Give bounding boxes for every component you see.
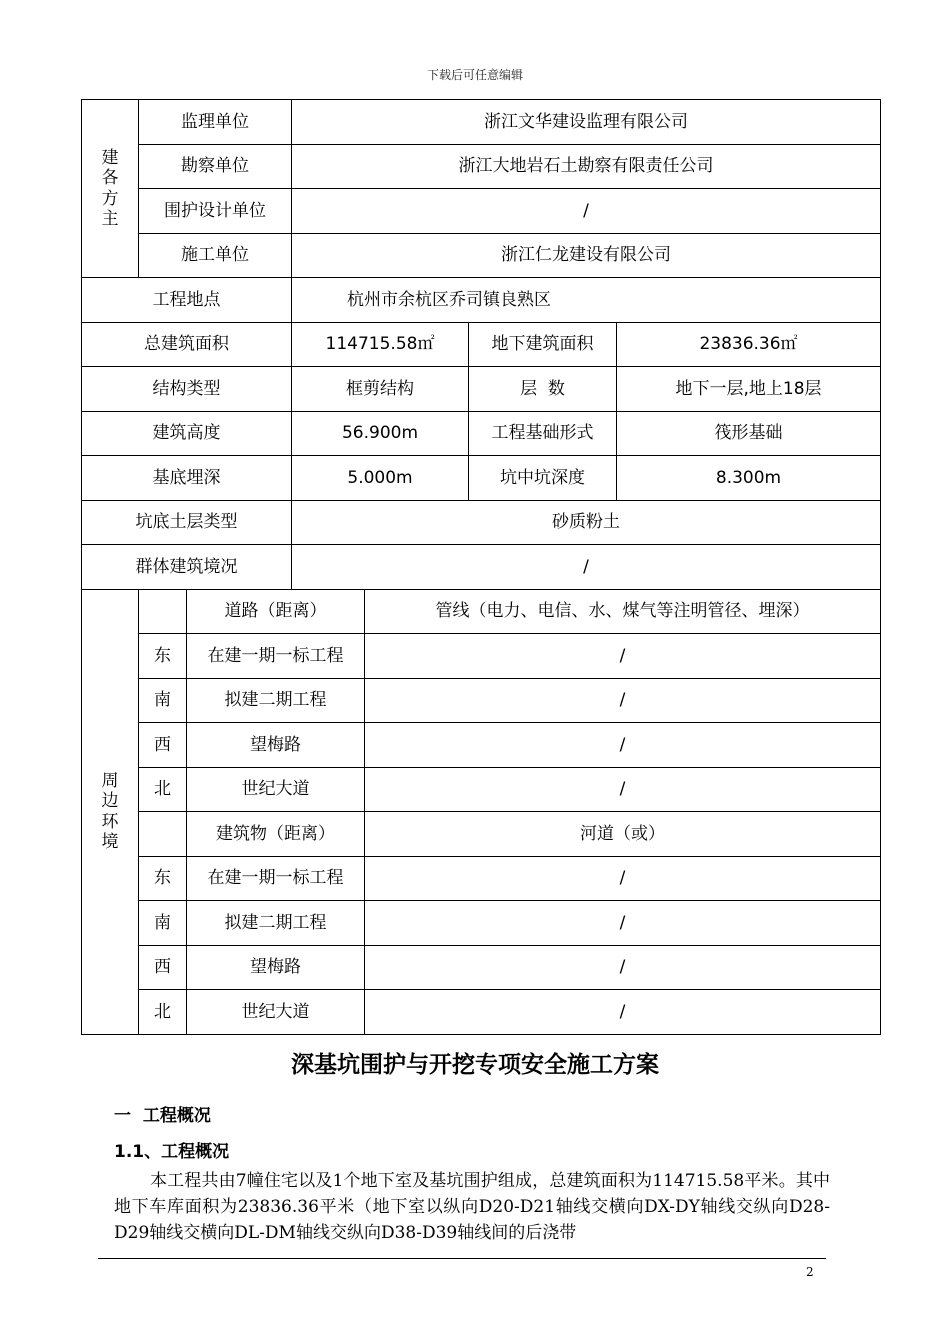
design-label: 围护设计单位 <box>139 189 292 234</box>
road-header-dir <box>139 589 187 634</box>
surroundings-label: 周边环境 <box>82 589 139 1034</box>
section-heading: 一 工程概况 <box>114 1106 211 1126</box>
builder-parties-label: 建各方主 <box>82 100 139 278</box>
road-header: 道路（距离） <box>187 589 365 634</box>
bldg-value: / <box>365 856 881 901</box>
under-area-label: 地下建筑面积 <box>469 322 617 367</box>
body-paragraph: 本工程共由7幢住宅以及1个地下室及基坑围护组成，总建筑面积为114715.58平米。其中地下车库面积为23836.36平米（地下室以纵向D20-D21轴线交横向DX-DY轴线交纵向D28-D29轴线交横向DL-DM轴线交纵向D38-D39轴线间的后浇带 <box>114 1171 830 1243</box>
site-label: 工程地点 <box>82 278 292 323</box>
bldg-name: 世纪大道 <box>187 990 365 1035</box>
group-bldg-value: / <box>292 545 881 590</box>
project-info-table <box>81 99 881 1035</box>
road-value: / <box>365 634 881 679</box>
struct-value: 框剪结构 <box>292 367 469 412</box>
soil-label: 坑底土层类型 <box>82 500 292 545</box>
survey-value: 浙江大地岩石土勘察有限责任公司 <box>292 144 881 189</box>
under-area-value: 23836.36㎡ <box>617 322 881 367</box>
river-header: 河道（或） <box>365 812 881 857</box>
foundation-label: 工程基础形式 <box>469 411 617 456</box>
pipe-header: 管线（电力、电信、水、煤气等注明管径、埋深） <box>365 589 881 634</box>
bldg-dir: 南 <box>139 901 187 946</box>
pit-label: 坑中坑深度 <box>469 456 617 501</box>
bldg-dir: 北 <box>139 990 187 1035</box>
pit-value: 8.300m <box>617 456 881 501</box>
construct-value: 浙江仁龙建设有限公司 <box>292 233 881 278</box>
site-value: 杭州市余杭区乔司镇良熟区 <box>292 278 881 323</box>
road-dir: 北 <box>139 767 187 812</box>
survey-label: 勘察单位 <box>139 144 292 189</box>
bldg-name: 在建一期一标工程 <box>187 856 365 901</box>
header-note: 下载后可任意编辑 <box>426 68 523 82</box>
road-value: / <box>365 767 881 812</box>
foundation-value: 筏形基础 <box>617 411 881 456</box>
floors-label: 层 数 <box>469 367 617 412</box>
subsection-heading: 1.1、工程概况 <box>114 1142 230 1162</box>
bldg-name: 望梅路 <box>187 945 365 990</box>
total-area-label: 总建筑面积 <box>82 322 292 367</box>
bldg-value: / <box>365 901 881 946</box>
road-dir: 西 <box>139 723 187 768</box>
page-number: 2 <box>806 1265 814 1279</box>
bldg-header: 建筑物（距离） <box>187 812 365 857</box>
road-value: / <box>365 723 881 768</box>
bldg-name: 拟建二期工程 <box>187 901 365 946</box>
construct-label: 施工单位 <box>139 233 292 278</box>
document-title: 深基坑围护与开挖专项安全施工方案 <box>291 1052 659 1078</box>
road-value: / <box>365 678 881 723</box>
total-area-value: 114715.58㎡ <box>292 322 469 367</box>
supervisor-label: 监理单位 <box>139 100 292 145</box>
height-label: 建筑高度 <box>82 411 292 456</box>
depth-value: 5.000m <box>292 456 469 501</box>
soil-value: 砂质粉土 <box>292 500 881 545</box>
road-name: 望梅路 <box>187 723 365 768</box>
bldg-header-dir <box>139 812 187 857</box>
bldg-value: / <box>365 945 881 990</box>
group-bldg-label: 群体建筑境况 <box>82 545 292 590</box>
bldg-dir: 西 <box>139 945 187 990</box>
footer-divider <box>98 1258 826 1259</box>
struct-label: 结构类型 <box>82 367 292 412</box>
height-value: 56.900m <box>292 411 469 456</box>
road-dir: 南 <box>139 678 187 723</box>
road-name: 拟建二期工程 <box>187 678 365 723</box>
bldg-dir: 东 <box>139 856 187 901</box>
design-value: / <box>292 189 881 234</box>
supervisor-value: 浙江文华建设监理有限公司 <box>292 100 881 145</box>
bldg-value: / <box>365 990 881 1035</box>
road-dir: 东 <box>139 634 187 679</box>
road-name: 在建一期一标工程 <box>187 634 365 679</box>
depth-label: 基底埋深 <box>82 456 292 501</box>
floors-value: 地下一层,地上18层 <box>617 367 881 412</box>
road-name: 世纪大道 <box>187 767 365 812</box>
